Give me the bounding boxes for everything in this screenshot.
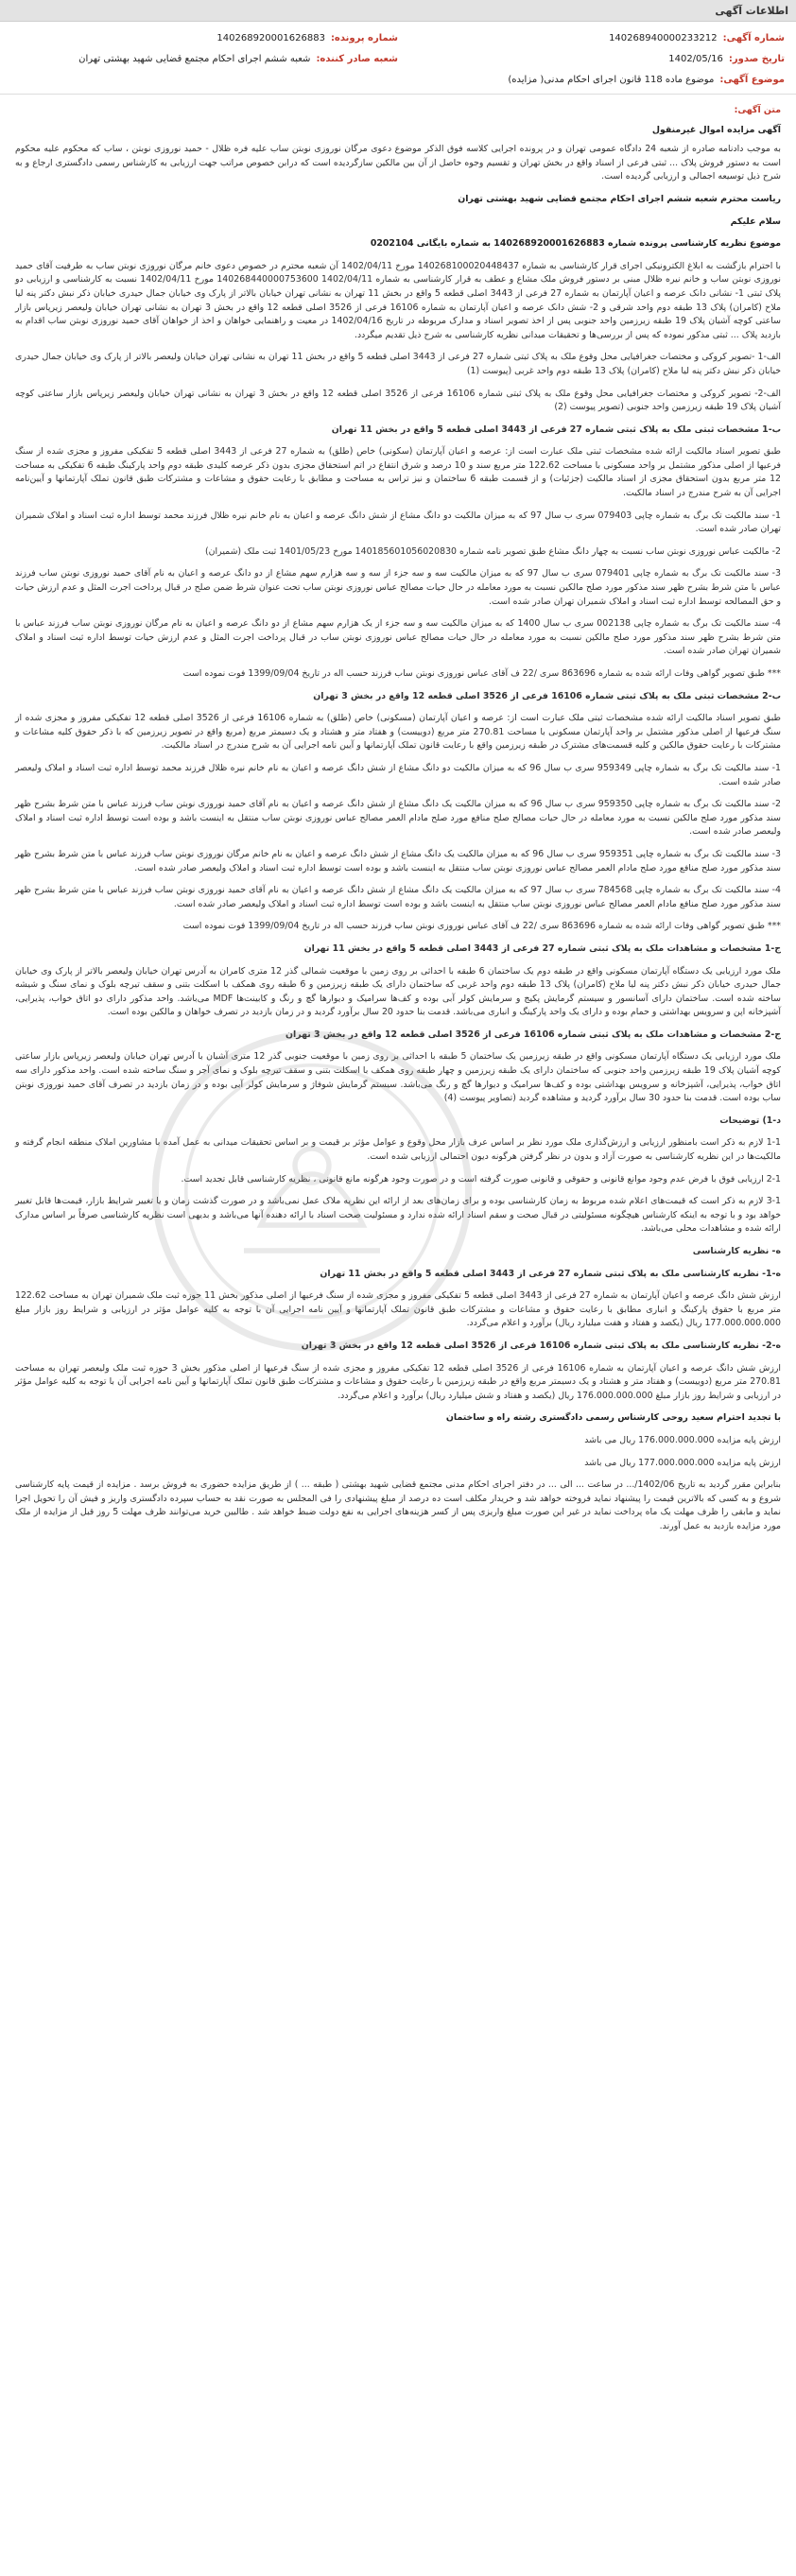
section-b2-item: 3- سند مالکیت تک برگ به شماره چاپی 959351 سری ب سال 96 که به میزان مالکیت یک دانگ مشاع از شش دانگ عرصه و اعیان به نام خانم مرگان نوروزی نوبتن ساب فرزند عباس با متن شرط بشرح ظهر سند مذکور مورد صلح منافع مورد صلح مادام العمر مصالح عباس نوروزی نوبتن ساب منتقل به اینست باشد و بوده است توسط اداره ثبت اسناد و املاک ولیعصر صادر شده است.	[15, 848, 781, 873]
ad-subject	[11, 75, 785, 85]
section-d-item: 2-1 ارزیابی فوق با فرض عدم وجود موانع قانونی و حقوقی و قانونی صورت گرفته است و در صورت وجود هرگونه مانع قانونی ، نظریه کارشناسی قابل تجدید است.	[181, 1173, 781, 1184]
ad-subject-value: موضوع ماده 118 قانون اجرای احکام مدنی( مزایده)	[508, 74, 715, 85]
report-subject: موضوع نظریه کارشناسی پرونده شماره 140268920001626883 به شماره بایگانی 0202104	[370, 238, 781, 250]
section-b2-heading: ب-2 مشخصات ثبتی ملک به پلاک ثبتی شماره 16106 فرعی از 3526 اصلی قطعه 12 واقع در بخش 3 تهران	[313, 690, 781, 701]
case-number-value: 140268920001626883	[216, 32, 325, 43]
meta-row	[11, 69, 785, 90]
section-a2: الف-2- تصویر کروکی و مختصات جغرافیایی محل وقوع ملک به پلاک ثبتی شماره 16106 فرعی از 3526 اصلی قطعه 12 واقع در بخش 3 تهران به نشانی تهران خیابان ولیعصر زیرپاس بازار ساعتی کوچه آشیان پلاک 19 طبقه زیرزمین واحد جنوبی (تصویر پیوست (2)	[15, 388, 781, 413]
section-a1: الف-1 -تصویر کروکی و مختصات جغرافیایی محل وقوع ملک به پلاک ثبتی شماره 27 فرعی از 3443 اصلی قطعه 5 واقع در بخش 11 تهران به نشانی تهران خیابان ولیعصر بالاتر از پارک وی خیابان جمال حیدری خیابان ذکر نبش دکتر پنه لیا ملاح (کامران) پلاک 13 طبقه دوم واحد غربی (پیوست (1)	[15, 352, 781, 376]
section-b1-item: 2- مالکیت عباس نوروزی نوبتن ساب نسبت به چهار دانگ مشاع طبق تصویر نامه شماره 140185601056020830 مورخ 1401/05/23 ثبت ملک (شمیران)	[205, 545, 781, 557]
greeting: سلام علیکم	[730, 216, 781, 227]
section-c2-heading: ج-2 مشخصات و مشاهدات ملک به پلاک ثبتی شماره 16106 فرعی از 3526 اصلی قطعه 12 واقع در بخش 3 تهران	[286, 1029, 781, 1040]
issue-date	[398, 54, 785, 64]
info-header-title: اطلاعات آگهی	[715, 4, 788, 17]
intro-paragraph: به موجب دادنامه صادره از شعبه 24 دادگاه عمومی تهران و در پرونده اجرایی کلاسه فوق الذکر موضوع دعوی مرگان نوروزی نوبتن ساب علیه فره ظلال - حمید نوروزی نوبتن ، ساب که محکوم علیه محکوم است به دستور فروش پلاک ... ثبتی فرعی از اسناد واقع در بخش تهران و تقسیم وجوه حاصل از آن بین مالکین سازگردیده است که درابن خصوص مراتب جهت ارزیابی به کارشناس رسمی دادگستری ارجاع و به شرح ذیل توسیعه اجمالی و ارزیابی گردیده است.	[15, 144, 781, 182]
section-b1-text: طبق تصویر اسناد مالکیت ارائه شده مشخصات ثبتی ملک عبارت است از: عرصه و اعیان آپارتمان (سکونی) خاص (طلق) به شماره 27 فرعی از 3443 اصلی قطعه 5 تفکیکی مفروز و مجزی شده از سنگ فرعیها از اصلی مذکور مشتمل بر واحد مسکونی با مساحت 122.62 متر مربع سند و 10 درصد و شرق انتفاع در اتم استحقاق مجزی بدون ذکر عرصه کلیدی طبقه دوم واحد پارکینگ طبقه 6 تفکیکی به مساحت 12 متر مربع بدون استحقاق مجزی از اسناد مالکیت (جزئیات) و از قسمت طبقه 6 ساختمان و نیز تراس به مساحت و مطابق با رعایت حقوق و مشاعات و مشترکات طبق قانون تملک آپارتمانها و آیین‌نامه اجرایی آن به شرح مندرج در اسناد مالکیت.	[15, 446, 781, 499]
ad-subject-label: موضوع آگهی:	[719, 74, 785, 85]
section-b1-heading: ب-1 مشخصات ثبتی ملک به پلاک ثبتی شماره 27 فرعی از 3443 اصلی قطعه 5 واقع در بخش 11 تهران	[331, 424, 781, 435]
case-number-label: شماره پرونده:	[330, 32, 398, 43]
section-b1-item: 3- سند مالکیت تک برگ به شماره چاپی 079401 سری ب سال 97 که به میزان مالکیت سه و سه جزء از سه و سه هزارم سهم مشاع از دو دانگ عرصه و اعیان به نام آقای حمید نوروزی نوبتن ساب فرزند عباس با متن شرط بشرح ظهر سند مذکور مورد صلح مالکین نسبت به مورد معامله در حال حیات مصالح عباس نوروزی نوبتن ساب تحت عنوان شرط ضمن صلح در قبال پرداخت اجرت المثل و عدم ارزش حیات و حق المصالحه توسط اداره ثبت اسناد و املاک شمیران تهران صادر شده است.	[15, 568, 781, 607]
issuer	[11, 54, 398, 64]
issue-date-value: 1402/05/16	[668, 53, 723, 64]
section-c2-text: ملک مورد ارزیابی یک دستگاه آپارتمان مسکونی واقع در طبقه زیرزمین یک ساختمان 5 طبقه با احداثی بر روی زمین با موقعیت جنوبی گذر 12 متری آشیان با آدرس تهران خیابان ولیعصر زیرپاس بازار ساعتی کوچه آشیان پلاک 19 طبقه زیرزمین واحد جنوبی که ساختمان دارای یک طبقه زیرزمین و چهار طبقه روی همکف با اسکلت بتنی و سقف تیرچه بلوک و نمای آجر و سنگ ساخته شده است. واحد مذکور دارای سه اتاق خواب، پذیرایی، آشپزخانه و سرویس بهداشتی بوده و کف‌ها سرامیک و دیوارها گچ و رنگ می‌باشد. سیستم گرمایش شوفاژ و سرمایش کولر آبی بوده و در زمان بازدید در تصرف آقای حمید نوروزی نوبتن ساب بوده است. قدمت بنا حدود 30 سال برآورد گردید و مشاهده گردید (تصاویر پیوست (4)	[15, 1051, 781, 1104]
section-b2-item: 4- سند مالکیت تک برگ به شماره چاپی 784568 سری ب سال 97 که به میزان مالکیت یک دانگ مشاع از شش دانگ عرصه و اعیان به نام آقای حمید نوروزی نوبتن ساب فرزند عباس با متن شرط بشرح ظهر سند مذکور مورد صلح منافع مادام العمر مصالح عباس نوروزی نوبتن ساب منتقل به اینست باشد و بوده است توسط اداره ثبت اسناد و املاک ولیعصر صادر شده است.	[15, 885, 782, 909]
section-b2-note: *** طبق تصویر گواهی وفات ارائه شده به شماره 863696 سری /22 ف آقای عباس نوروزی نوبتن ساب فرزند حسب اله در تاریخ 1399/09/04 فوت نموده است	[182, 921, 781, 932]
report-intro: با احترام بازگشت به ابلاغ الکترونیکی اجرای قرار کارشناسی به شماره 140268100020448437 مورخ 1402/04/11 آن شعبه محترم در خصوص دعوی خانم مرگان نوروزی نوبتن ساب به طرفیت آقای حمید نوروزی نوبتن ساب و خانم نیره ظلال مبنی بر دستور فروش ملک مشاع و عطف به قرار کارشناسی به شماره 1402/04/11 140268440000753600 مورخ 1402/04/11 نسبت به کارشناسی و ارزیابی دو پلاک ثبتی 1- نشانی دانک عرصه و اعیان آپارتمان به شماره 27 فرعی از 3443 اصلی قطعه 5 واقع در بخش 11 تهران به نشانی تهران خیابان بالاتر از پارک وی خیابان جمال حیدری خیابان ذکر نبش دکتر پنه لیا ملاح (کامران) پلاک 13 طبقه دوم واحد شرقی و 2- شش دانک عرصه و اعیان آپارتمان به شماره 16106 فرعی از 3526 اصلی قطعه 12 واقع در بخش 3 تهران به نشانی تهران خیابان ولیعصر زیرپاس بازار ساعتی کوچه آشیان پلاک 19 طبقه زیرزمین واحد جنوبی پس از اخذ تصویر اسناد و مدارک مربوطه در تاریخ 1402/04/16 در معیت و راهنمایی خواهان و اخذ از خواهان آقای حمید نوروزی نوبتن ساب اقدام به بازدید پلاک ... ثبتی مذکور نموده که پس از بررسی‌ها و تحقیقات میدانی نظریه کارشناسی به شرح ذیل تقدیم میگردد.	[15, 260, 782, 340]
ad-title: آگهی مزایده اموال غیرمنقول	[651, 124, 781, 135]
section-e2-text: ارزش شش دانگ عرصه و اعیان آپارتمان به شماره 16106 فرعی از 3526 اصلی قطعه 12 تفکیکی مفروز و مجزی شده از سنگ فرعیها از اصلی مذکور بخش 3 حوزه ثبت ملک ولیعصر تهران به مساحت 270.81 متر مربع (دوییست) و هفتاد متر و هشتاد و یک دسیمتر مربع واقع در طبقه زیرزمین با رعایت حقوق و مشاعات و مشترکات طبق قانون تملک آپارتمانها و آیین نامه اجرایی آن با توجه به کلیه عوامل مؤثر در ارزیابی و شرایط روز بازار مبلغ 176.000.000.000 ریال (یکصد و هفتاد و شش میلیارد ریال) برآورد و اعلام می‌گردد.	[15, 1362, 781, 1401]
section-b1-item: 1- سند مالکیت تک برگ به شماره چاپی 079403 سری ب سال 97 که به میزان مالکیت دو دانگ مشاع از شش دانگ عرصه و اعیان به نام خانم نیره ظلال فرزند محمد توسط اداره ثبت اسناد و املاک شمیران تهران صادر شده است.	[15, 510, 781, 535]
signature-line: با تجدید احترام سعید روحی کارشناس رسمی دادگستری رشته راه و ساختمان	[445, 1412, 781, 1424]
ad-number-label: شماره آگهی:	[722, 32, 785, 43]
section-d-item: 3-1 لازم به ذکر است که قیمت‌های اعلام شده مربوط به زمان کارشناسی بوده و برای زمان‌های بعد از ارائه این نظریه ملاک عمل نمی‌باشد و در صورت گذشت زمان و یا تغییر شرایط بازار، قیمت‌ها قابل تغییر خواهد بود و با توجه به اینکه کارشناس هیچگونه مسئولیتی در قبال صحت و سقم اسناد ارائه شده ندارد و مسئولیت صحت اسناد با ارائه دهنده آنها می‌باشد و بدیهی است نظریه کارشناسی صرفاً بر اساس مدارک ارائه شده و مشاهدات محلی می‌باشد.	[15, 1196, 781, 1235]
meta-row	[11, 48, 785, 69]
issue-date-label: تاریخ صدور:	[728, 53, 785, 64]
base-price-2: ارزش پایه مزایده 177.000.000.000 ریال می باشد	[584, 1457, 781, 1468]
ad-number	[398, 33, 785, 43]
case-number	[11, 33, 398, 43]
section-e1-text: ارزش شش دانگ عرصه و اعیان آپارتمان به شماره 27 فرعی از 3443 اصلی قطعه 5 تفکیکی مفروز و مجزی شده از سنگ فرعیها از اصلی مذکور بخش 11 حوزه ثبت ملک شمیران تهران به مساحت 122.62 متر مربع با حقوق پارکینگ و انباری مطابق با رعایت حقوق و مشاعات و مشترکات طبق قانون تملک آپارتمانها و آیین نامه اجرایی آن با توجه به کلیه عوامل مؤثر در ارزیابی و شرایط روز بازار مبلغ 177.000.000.000 ریال (یکصد و هفتاد و هفت میلیارد ریال) برآورد و اعلام می‌گردد.	[15, 1290, 781, 1329]
auction-terms: بنابراین مقرر گردید به تاریخ 1402/06/... در ساعت ... الی ... در دفتر اجرای احکام مدنی مجتمع قضایی شهید بهشتی ( طبقه ... ) از طریق مزایده حضوری به فروش برسد . مزایده از قیمت پایه کارشناسی شروع و به کسی که بالاترین قیمت را پیشنهاد نماید فروخته خواهد شد و خریدار مکلف است ده درصد از مبلغ پیشنهادی را فی المجلس به صورت نقد به حساب سپرده دادگستری واریز و فیش آن را تحویل اجرا نماید و مابقی را ظرف مهلت یک ماه پرداخت نماید در غیر این صورت مبلغ واریزی پس از کسر هزینه‌های اجرایی به نفع دولت ضبط خواهد شد . طالبین خرید می‌توانند ظرف مهلت 5 روز قبل از مزایده از ملک مورد مزایده بازدید به عمل آورند.	[15, 1479, 782, 1531]
section-d-item: 1-1 لازم به ذکر است بامنظور ارزیابی و ارزش‌گذاری ملک مورد نظر بر اساس عرف بازار محل وقوع و عوامل مؤثر بر قیمت و بر اساس تحقیقات میدانی به عمل آمده با مشاورین املاک منطقه انجام گرفته و مالکیت‌ها در این نظریه کارشناسی به صورت آزاد و بدون در نظر گرفتن هرگونه دیون احتمالی ارزیابی شده است.	[15, 1137, 781, 1163]
info-header	[0, 0, 796, 22]
issuer-label: شعبه صادر کننده:	[316, 53, 398, 64]
addressee: ریاست محترم شعبه ششم اجرای احکام مجتمع قضایی شهید بهشتی تهران	[458, 193, 781, 204]
meta-row	[11, 27, 785, 48]
section-b1-item: 4- سند مالکیت تک برگ به شماره چاپی 002138 سری ب سال 1400 که به میزان مالکیت سه و سه جزء از یک هزارم سهم مشاع از دو دانگ عرصه و اعیان به نام مرگان نوروزی نوبتن ساب فرزند عباس با متن شرط بشرح ظهر سند مذکور مورد صلح مالکین نسبت به مورد معامله در حال حیات مصالح عباس نوروزی نوبتن ساب در قبال پرداخت اجرت المثل و عدم ارزش حیات توسط اداره ثبت اسناد و املاک شمیران تهران صادر شده است.	[15, 618, 782, 657]
base-price-1: ارزش پایه مزایده 176.000.000.000 ریال می باشد	[584, 1434, 781, 1445]
ad-number-value: 140268940000233212	[609, 32, 718, 43]
section-e1-heading: ه-1- نظریه کارشناسی ملک به پلاک ثبتی شماره 27 فرعی از 3443 اصلی قطعه 5 واقع در بخش 11 تهران	[320, 1268, 781, 1279]
section-c1-heading: ج-1 مشخصات و مشاهدات ملک به پلاک ثبتی شماره 27 فرعی از 3443 اصلی قطعه 5 واقع در بخش 11 تهران	[303, 942, 781, 954]
section-b2-text: طبق تصویر اسناد مالکیت ارائه شده مشخصات ثبتی ملک عبارت است از: عرصه و اعیان آپارتمان (مسکونی) خاص (طلق) به شماره 16106 فرعی از 3526 اصلی قطعه 12 تفکیکی مفروز و مجزی شده از سنگ فرعیها از اصلی مذکور مشتمل بر واحد آپارتمان مسکونی با مساحت 270.81 متر مربع (دوییست) و هفتاد متر و هشتاد و یک دسیمتر مربع (مربع واقع در تصویر زیرزمین که با ذکر حقوق کلیه مشاعات و مشترکات با رعایت حقوق مالکین و کلیه قسمت‌های مشترک در طبقه زیرزمین واقع با رعایت قانون تملک آپارتمانها و آیین نامه اجرایی آن به شرح مندرج در اسناد مالکیت.	[15, 713, 781, 752]
ad-body	[0, 95, 796, 1534]
section-e2-heading: ه-2- نظریه کارشناسی ملک به پلاک ثبتی شماره 16106 فرعی از 3526 اصلی قطعه 12 واقع در بخش 3 تهران	[301, 1340, 781, 1351]
section-d-heading: د-1) توضیحات	[719, 1115, 781, 1126]
section-b2-item: 1- سند مالکیت تک برگ به شماره چاپی 959349 سری ب سال 96 که به میزان مالکیت دو دانگ مشاع از شش دانگ عرصه و اعیان به نام خانم نیره ظلال فرزند محمد توسط اداره ثبت اسناد و املاک ولیعصر صادر شده است.	[15, 762, 781, 787]
ad-text-label: متن آگهی:	[734, 105, 781, 115]
section-b1-note: *** طبق تصویر گواهی وفات ارائه شده به شماره 863696 سری /22 ف آقای عباس نوروزی نوبتن ساب فرزند حسب اله در تاریخ 1399/09/04 فوت نموده است	[182, 668, 781, 679]
issuer-value: شعبه ششم اجرای احکام مجتمع قضایی شهید بهشتی تهران	[78, 53, 311, 64]
section-e-heading: ه- نظریه کارشناسی	[692, 1246, 781, 1256]
section-b2-item: 2- سند مالکیت تک برگ به شماره چاپی 959350 سری ب سال 96 که به میزان مالکیت یک دانگ مشاع از شش دانگ عرصه و اعیان به نام آقای حمید نوروزی نوبتن ساب فرزند عباس با متن شرط بشرح ظهر سند مذکور مورد صلح مالکین نسبت به مورد معامله در حال حیات مصالح صلح منافع مورد صلح مادام العمر مصالح عباس نوروزی نوبتن ساب منتقل به اینست باشد و بوده است توسط اداره ثبت اسناد و املاک ولیعصر صادر شده است.	[15, 799, 782, 838]
section-c1-text: ملک مورد ارزیابی یک دستگاه آپارتمان مسکونی واقع در طبقه دوم یک ساختمان 6 طبقه با احداثی بر روی زمین با موقعیت شمالی گذر 12 متری کامران به آدرس تهران خیابان ولیعصر بالاتر از پارک وی خیابان جمال حیدری خیابان ذکر نبش دکتر پنه لیا ملاح (کامران) پلاک 13 طبقه دوم واحد غربی که ساختمان دارای یک طبقه زیرزمین و 6 طبقه روی همکف با اسکلت بتنی و سقف تیرچه بلوک و نمای سنگ و شیشه ساخته شده است. ساختمان دارای آسانسور و سیستم گرمایش پکیج و سرمایش کولر آبی بوده و کف‌ها سرامیک و دیوارها گچ و رنگ و کابینت‌ها MDF می‌باشد. واحد مذکور دارای دو اتاق خواب، پذیرایی، آشپزخانه اپن و سرویس بهداشتی و حمام بوده و دارای یک واحد پارکینگ و انباری می‌باشد. قدمت بنا حدود 20 سال برآورد گردید و در زمان بازدید در تصرف خواهان و مالکین بوده است.	[15, 965, 781, 1018]
ad-meta	[0, 22, 796, 95]
